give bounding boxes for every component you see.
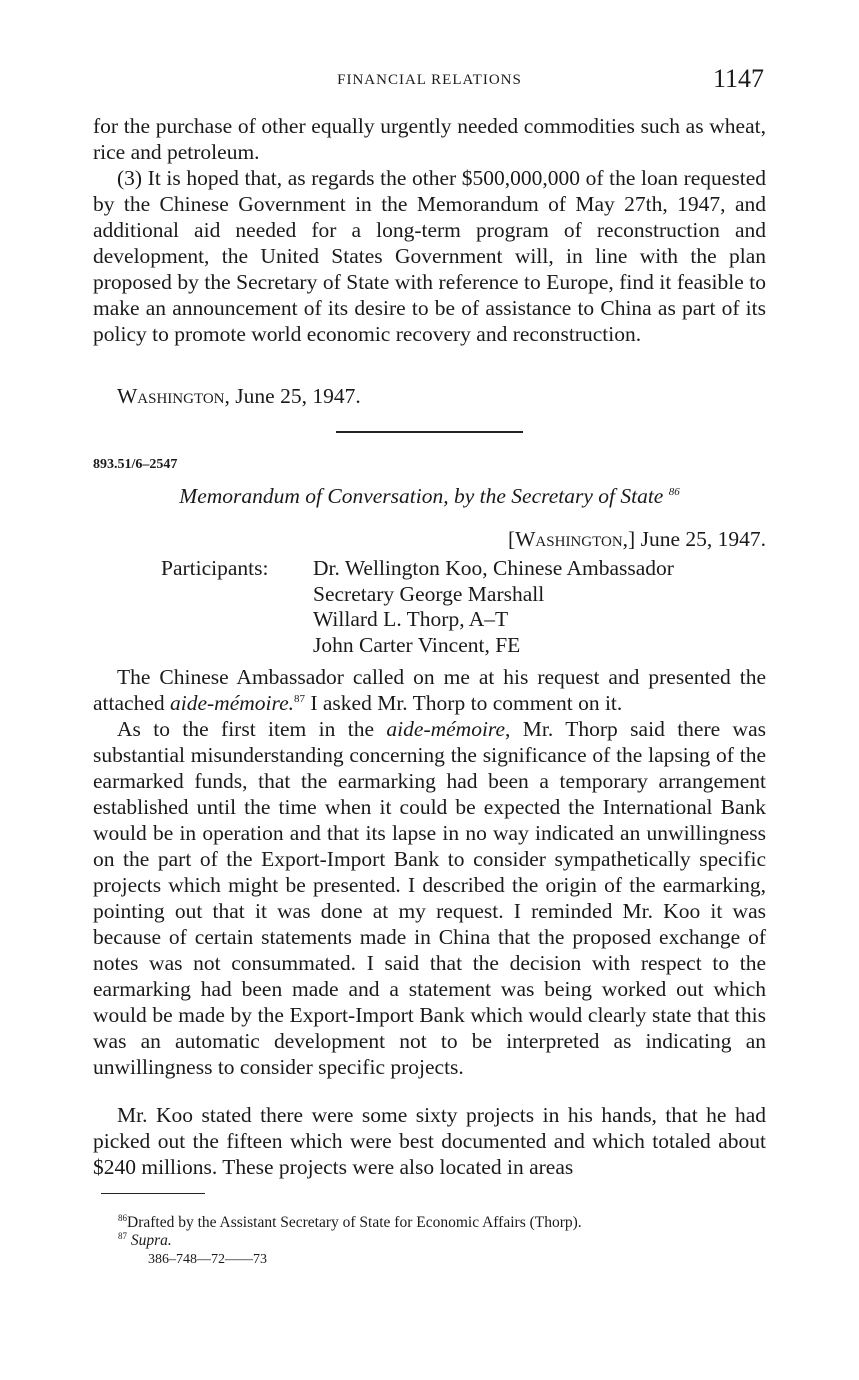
participant: Dr. Wellington Koo, Chinese Ambassador	[313, 556, 674, 580]
para2-italic: aide-mémoire	[386, 717, 506, 741]
para2-text-end: , Mr. Thorp said there was substantial misunderstanding concerning the significance of the lapsing of the earmarked funds, that the earmarking had been a temporary arrangement established until the time when it could be expected the International Bank would be in operation and that its lapse in no way indicated an unwillingness on the part of the Export-Import Bank to consider sympathetically specific projects which might be presented. I described the origin of the earmarking, pointing out that it was done at my request. I reminded Mr. Koo it was because of certain statements made in China that the proposed exchange of notes was not consummated. I said that the decision with respect to the earmarking had been made and a statement was being worked out which would be made by the Export-Import Bank which would clearly state that this was an automatic development not to be interpreted as indicating an unwillingness to consider specific projects.	[93, 717, 766, 1079]
section-divider	[336, 431, 523, 433]
paragraph-point-3: (3) It is hoped that, as regards the other $500,000,000 of the loan requested by the Chinese Government in the Memorandum of May 27th, 1947, and additional aid needed for a long-term program of reconstruction and development, the United States Government will, in line with the plan proposed by the Secretary of State with reference to Europe, find it feasible to make an announcement of its desire to be of assistance to China as part of its policy to promote world economic recovery and reconstruction.	[93, 166, 766, 346]
page-header	[93, 64, 766, 96]
memo-paragraph-1	[93, 664, 766, 716]
memo-title	[93, 484, 766, 509]
dateline-open: [	[507, 527, 516, 551]
footnote-86	[118, 1209, 582, 1232]
page-number: 1147	[712, 64, 764, 93]
signature-place: Washington	[117, 384, 225, 408]
memo-title-text: Memorandum of Conversation, by the Secretary of State	[179, 484, 664, 508]
participant: Willard L. Thorp, A–T	[313, 607, 509, 631]
footnote-text: Drafted by the Assistant Secretary of State for Economic Affairs (Thorp).	[127, 1214, 582, 1231]
participant: John Carter Vincent, FE	[313, 632, 521, 657]
footnote-text: Supra.	[130, 1232, 172, 1249]
memo-paragraph-2	[93, 716, 766, 1080]
print-code: 386–748—72——73	[148, 1252, 267, 1267]
para1-text-end: I asked Mr. Thorp to comment on it.	[304, 691, 623, 715]
running-title: FINANCIAL RELATIONS	[337, 72, 522, 88]
dateline-place: Washington	[515, 527, 623, 551]
para1-text: The Chinese Ambassador called on me at his request and presented the attached	[93, 665, 766, 715]
memo-paragraph-3: Mr. Koo stated there were some sixty projects in his hands, that he had picked out the fifteen which were best documented and which totaled about $240 millions. These projects were also located in areas	[93, 1103, 766, 1179]
participants-list	[313, 556, 674, 658]
aide-memoire-signature-date	[93, 383, 766, 409]
participant: Secretary George Marshall	[313, 581, 545, 606]
paragraph-continuation: for the purchase of other equally urgently needed commodities such as wheat, rice and petroleum.	[93, 114, 766, 164]
footnote-ref-87: 87	[293, 693, 305, 705]
para1-italic: aide-mémoire.	[170, 691, 294, 715]
footnote-divider	[101, 1193, 205, 1194]
memo-dateline	[508, 527, 766, 552]
footnote-87	[118, 1227, 172, 1250]
participants-label: Participants:	[161, 556, 269, 580]
footnote-mark: 86	[118, 1213, 127, 1223]
footnote-ref-86: 86	[668, 486, 680, 498]
signature-date: , June 25, 1947.	[224, 384, 361, 408]
para2-text: As to the first item in the	[117, 717, 387, 741]
file-number: 893.51/6–2547	[93, 457, 178, 472]
footnote-mark: 87	[118, 1231, 127, 1241]
dateline-close: ,] June 25, 1947.	[622, 527, 766, 551]
